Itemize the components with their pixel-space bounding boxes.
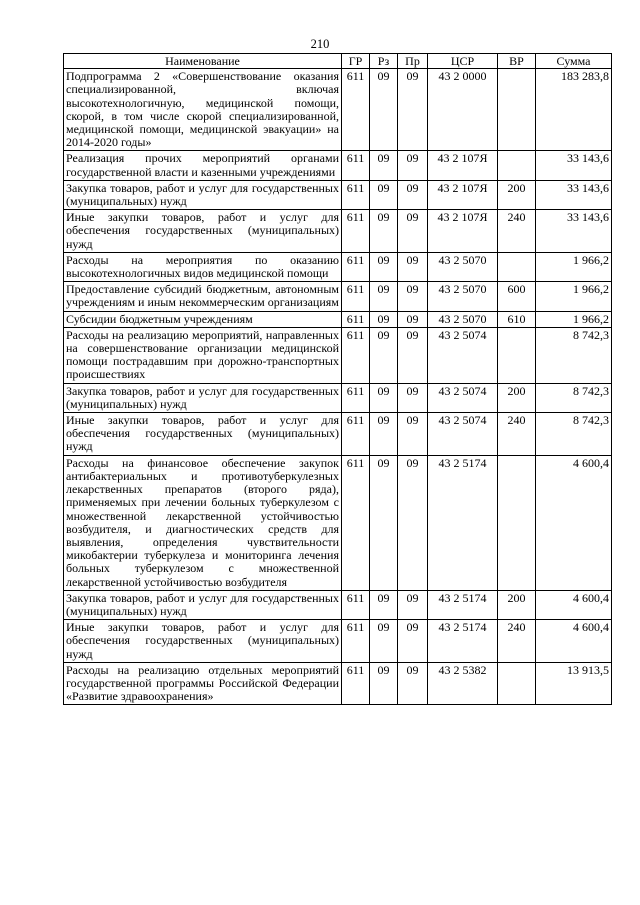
cell-rz: 09 (370, 151, 398, 180)
cell-name: Реализация прочих мероприятий органами государственной власти и казенными учреждениями (64, 151, 342, 180)
cell-csr: 43 2 5070 (428, 282, 498, 311)
cell-vr: 200 (498, 590, 536, 619)
cell-sum: 33 143,6 (536, 180, 612, 209)
cell-csr: 43 2 5382 (428, 662, 498, 705)
cell-vr (498, 327, 536, 383)
cell-gr: 611 (342, 210, 370, 253)
cell-gr: 611 (342, 69, 370, 151)
cell-csr: 43 2 5074 (428, 413, 498, 456)
cell-name: Иные закупки товаров, работ и услуг для обеспечения государственных (муниципальных) нужд (64, 210, 342, 253)
cell-csr: 43 2 5174 (428, 590, 498, 619)
cell-rz: 09 (370, 311, 398, 327)
cell-sum: 1 966,2 (536, 252, 612, 281)
cell-csr: 43 2 5074 (428, 383, 498, 412)
cell-rz: 09 (370, 180, 398, 209)
cell-gr: 611 (342, 252, 370, 281)
cell-sum: 1 966,2 (536, 311, 612, 327)
cell-vr (498, 455, 536, 590)
cell-vr: 600 (498, 282, 536, 311)
table-header (64, 54, 612, 69)
cell-pr: 09 (398, 590, 428, 619)
table-row (64, 413, 612, 456)
cell-sum: 33 143,6 (536, 210, 612, 253)
cell-sum: 4 600,4 (536, 455, 612, 590)
table-row (64, 383, 612, 412)
header-rz: Рз (370, 54, 398, 69)
cell-vr: 240 (498, 210, 536, 253)
cell-vr (498, 69, 536, 151)
cell-gr: 611 (342, 383, 370, 412)
cell-sum: 13 913,5 (536, 662, 612, 705)
cell-sum: 183 283,8 (536, 69, 612, 151)
cell-rz: 09 (370, 590, 398, 619)
table-row (64, 620, 612, 663)
cell-pr: 09 (398, 413, 428, 456)
cell-rz: 09 (370, 455, 398, 590)
table-row (64, 210, 612, 253)
cell-pr: 09 (398, 252, 428, 281)
cell-vr (498, 662, 536, 705)
cell-vr (498, 151, 536, 180)
cell-csr: 43 2 0000 (428, 69, 498, 151)
cell-gr: 611 (342, 282, 370, 311)
cell-sum: 4 600,4 (536, 620, 612, 663)
cell-name: Предоставление субсидий бюджетным, автономным учреждениям и иным некоммерческим организациям (64, 282, 342, 311)
table-row (64, 662, 612, 705)
cell-name: Субсидии бюджетным учреждениям (64, 311, 342, 327)
header-row (64, 54, 612, 69)
cell-sum: 4 600,4 (536, 590, 612, 619)
budget-table (63, 53, 612, 705)
cell-pr: 09 (398, 151, 428, 180)
cell-rz: 09 (370, 210, 398, 253)
cell-name: Закупка товаров, работ и услуг для государственных (муниципальных) нужд (64, 383, 342, 412)
cell-vr: 200 (498, 383, 536, 412)
cell-name: Иные закупки товаров, работ и услуг для обеспечения государственных (муниципальных) нужд (64, 413, 342, 456)
cell-vr: 240 (498, 413, 536, 456)
cell-rz: 09 (370, 383, 398, 412)
header-pr: Пр (398, 54, 428, 69)
cell-pr: 09 (398, 455, 428, 590)
cell-name: Расходы на реализацию отдельных мероприятий государственной программы Российской Федерации «Развитие здравоохранения» (64, 662, 342, 705)
header-sum: Сумма (536, 54, 612, 69)
cell-vr (498, 252, 536, 281)
cell-vr: 240 (498, 620, 536, 663)
cell-gr: 611 (342, 180, 370, 209)
page-number: 210 (310, 37, 330, 51)
cell-rz: 09 (370, 662, 398, 705)
cell-gr: 611 (342, 590, 370, 619)
cell-gr: 611 (342, 662, 370, 705)
cell-rz: 09 (370, 327, 398, 383)
cell-rz: 09 (370, 413, 398, 456)
table-body (64, 69, 612, 705)
header-name: Наименование (64, 54, 342, 69)
cell-vr: 610 (498, 311, 536, 327)
cell-name: Закупка товаров, работ и услуг для государственных (муниципальных) нужд (64, 180, 342, 209)
cell-csr: 43 2 5074 (428, 327, 498, 383)
cell-csr: 43 2 5174 (428, 620, 498, 663)
cell-csr: 43 2 5174 (428, 455, 498, 590)
cell-sum: 8 742,3 (536, 413, 612, 456)
cell-pr: 09 (398, 620, 428, 663)
header-vr: ВР (498, 54, 536, 69)
header-csr: ЦСР (428, 54, 498, 69)
cell-rz: 09 (370, 620, 398, 663)
cell-rz: 09 (370, 69, 398, 151)
table-row (64, 180, 612, 209)
cell-sum: 8 742,3 (536, 327, 612, 383)
cell-name: Расходы на реализацию мероприятий, направленных на совершенствование организации медицинской помощи пострадавшим при дорожно-транспортных происшествиях (64, 327, 342, 383)
cell-pr: 09 (398, 383, 428, 412)
cell-gr: 611 (342, 413, 370, 456)
cell-pr: 09 (398, 210, 428, 253)
cell-rz: 09 (370, 252, 398, 281)
cell-csr: 43 2 107Я (428, 210, 498, 253)
table-row (64, 311, 612, 327)
cell-gr: 611 (342, 620, 370, 663)
cell-csr: 43 2 5070 (428, 311, 498, 327)
cell-sum: 1 966,2 (536, 282, 612, 311)
cell-name: Расходы на финансовое обеспечение закупок антибактериальных и противотуберкулезных лекарственных препаратов (второго ряда), применяемых при лечении больных туберкулезом с множественной лекарственной устойчивостью возбудителя, и диагностических средств для выявления, определения чувствительности микобактерии туберкулеза и мониторинга лечения больных туберкулезом с множественной лекарственной устойчивостью возбудителя (64, 455, 342, 590)
cell-sum: 8 742,3 (536, 383, 612, 412)
table-row (64, 455, 612, 590)
header-gr: ГР (342, 54, 370, 69)
cell-pr: 09 (398, 282, 428, 311)
table-row (64, 590, 612, 619)
cell-pr: 09 (398, 69, 428, 151)
cell-pr: 09 (398, 311, 428, 327)
cell-sum: 33 143,6 (536, 151, 612, 180)
cell-gr: 611 (342, 311, 370, 327)
cell-csr: 43 2 107Я (428, 180, 498, 209)
table-row (64, 327, 612, 383)
cell-csr: 43 2 107Я (428, 151, 498, 180)
cell-pr: 09 (398, 327, 428, 383)
cell-pr: 09 (398, 662, 428, 705)
table-row (64, 151, 612, 180)
cell-pr: 09 (398, 180, 428, 209)
table-row (64, 282, 612, 311)
cell-csr: 43 2 5070 (428, 252, 498, 281)
cell-name: Закупка товаров, работ и услуг для государственных (муниципальных) нужд (64, 590, 342, 619)
table-row (64, 69, 612, 151)
cell-gr: 611 (342, 327, 370, 383)
cell-name: Подпрограмма 2 «Совершенствование оказания специализированной, включая высокотехнологичную, медицинской помощи, скорой, в том числе скорой специализированной, медицинской помощи, медицинской эвакуации» на 2014-2020 годы» (64, 69, 342, 151)
cell-vr: 200 (498, 180, 536, 209)
cell-name: Иные закупки товаров, работ и услуг для обеспечения государственных (муниципальных) нужд (64, 620, 342, 663)
cell-gr: 611 (342, 151, 370, 180)
cell-name: Расходы на мероприятия по оказанию высокотехнологичных видов медицинской помощи (64, 252, 342, 281)
cell-rz: 09 (370, 282, 398, 311)
table-row (64, 252, 612, 281)
cell-gr: 611 (342, 455, 370, 590)
